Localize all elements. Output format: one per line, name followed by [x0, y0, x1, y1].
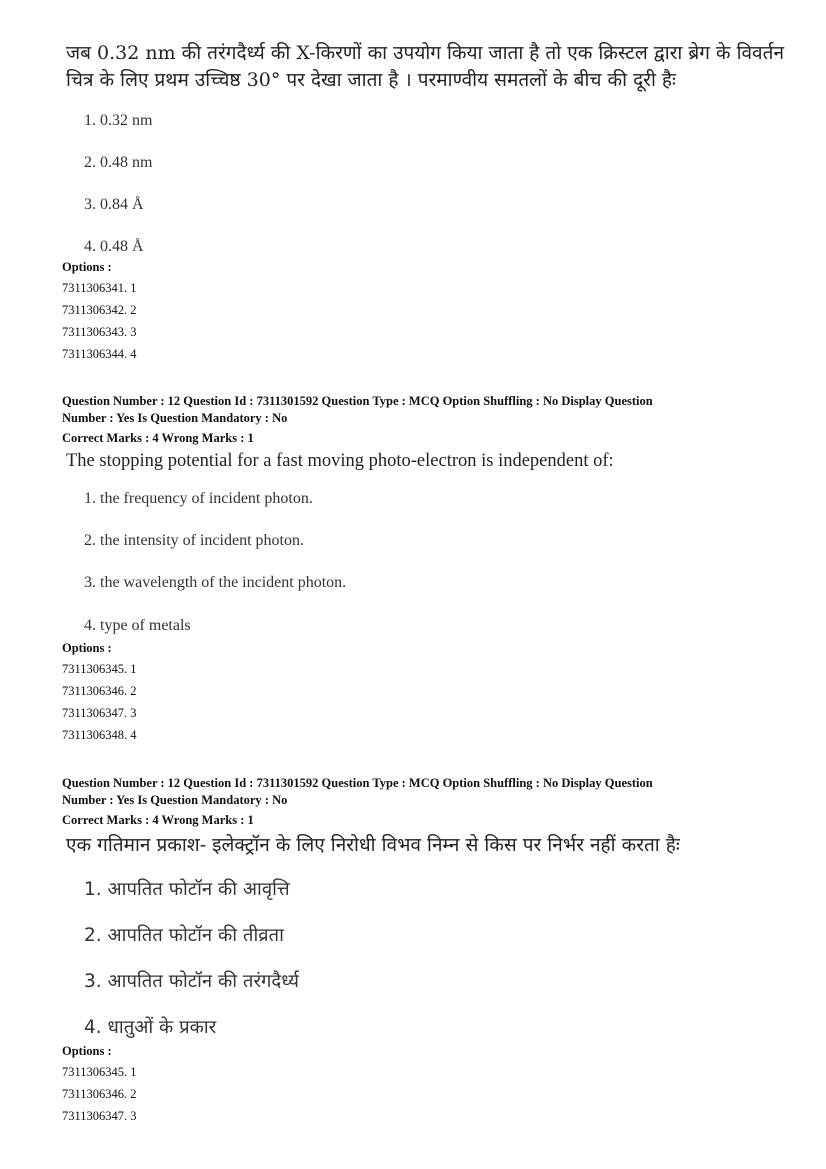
q12-en-option-2: 2. the intensity of incident photon.: [84, 532, 304, 549]
q12-hi-option-2: 2. आपतित फोटॉन की तीव्रता: [84, 925, 284, 946]
q12-en-option-1: 1. the frequency of incident photon.: [84, 490, 313, 507]
q11-option-id-2: 7311306342. 2: [62, 303, 137, 317]
q11-option-id-4: 7311306344. 4: [62, 347, 137, 361]
q12-hi-meta: [62, 775, 782, 809]
question-12-hi-text: एक गतिमान प्रकाश- इलेक्ट्रॉन के लिए निरोधी विभव निम्न से किस पर निर्भर नहीं करता हैः: [66, 834, 680, 856]
q11-option-id-3: 7311306343. 3: [62, 325, 137, 339]
q12-hi-option-4: 4. धातुओं के प्रकार: [84, 1017, 217, 1038]
q12-en-options-label: Options :: [62, 641, 112, 655]
q12-en-option-3: 3. the wavelength of the incident photon.: [84, 574, 347, 591]
question-11-text: जब 0.32 nm की तरंगदैर्ध्य की X-किरणों का उपयोग किया जाता है तो एक क्रिस्टल द्वारा ब्रेग के विवर्तन चित्र के लिए प्रथम उच्चिष्ठ 30° पर देखा जाता है । परमाण्वीय समतलों के बीच की दूरी हैः: [66, 42, 784, 91]
q12-en-marks: Correct Marks : 4 Wrong Marks : 1: [62, 431, 254, 445]
q12-hi-option-id-3: 7311306347. 3: [62, 1109, 137, 1123]
q12-hi-options-label: Options :: [62, 1044, 112, 1058]
q12-hi-meta-line1: Question Number : 12 Question Id : 7311301592 Question Type : MCQ Option Shuffling : No Display Question: [62, 776, 653, 790]
q11-option-4: 4. 0.48 Å: [84, 238, 144, 255]
q12-hi-option-id-2: 7311306346. 2: [62, 1087, 137, 1101]
q12-hi-option-id-1: 7311306345. 1: [62, 1065, 137, 1079]
q12-en-option-id-1: 7311306345. 1: [62, 662, 137, 676]
q11-option-id-1: 7311306341. 1: [62, 281, 137, 295]
q12-hi-option-1: 1. आपतित फोटॉन की आवृत्ति: [84, 879, 290, 900]
q11-options-label: Options :: [62, 260, 112, 274]
q12-en-meta-line1: Question Number : 12 Question Id : 7311301592 Question Type : MCQ Option Shuffling : No Display Question: [62, 394, 653, 408]
q12-en-option-4: 4. type of metals: [84, 617, 191, 634]
q12-hi-marks: Correct Marks : 4 Wrong Marks : 1: [62, 813, 254, 827]
q11-option-2: 2. 0.48 nm: [84, 154, 153, 171]
q12-en-meta: [62, 393, 782, 427]
question-12-en-text: The stopping potential for a fast moving photo-electron is independent of:: [66, 451, 614, 471]
q11-option-1: 1. 0.32 nm: [84, 112, 153, 129]
q12-hi-meta-line2: Number : Yes Is Question Mandatory : No: [62, 793, 288, 807]
q12-en-meta-line2: Number : Yes Is Question Mandatory : No: [62, 411, 288, 425]
q12-en-option-id-4: 7311306348. 4: [62, 728, 137, 742]
q12-en-option-id-2: 7311306346. 2: [62, 684, 137, 698]
q12-hi-option-3: 3. आपतित फोटॉन की तरंगदैर्ध्य: [84, 971, 299, 992]
q11-option-3: 3. 0.84 Å: [84, 196, 144, 213]
q12-en-option-id-3: 7311306347. 3: [62, 706, 137, 720]
